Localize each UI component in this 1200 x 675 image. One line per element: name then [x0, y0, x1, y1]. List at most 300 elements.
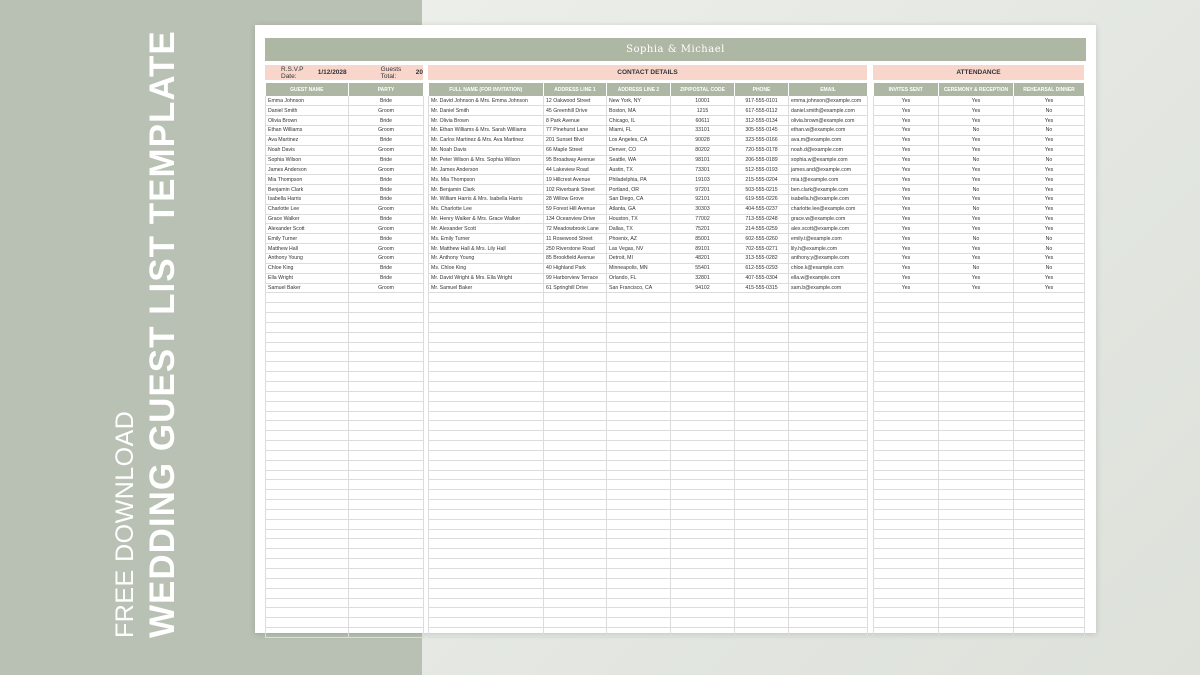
- cell-party[interactable]: Groom: [349, 224, 424, 234]
- cell-ceremony[interactable]: [939, 588, 1014, 598]
- cell-dinner[interactable]: [1014, 578, 1085, 588]
- cell-name[interactable]: [266, 362, 349, 372]
- cell-party[interactable]: Bride: [349, 263, 424, 273]
- cell-sent[interactable]: Yes: [874, 185, 939, 195]
- cell-ceremony[interactable]: Yes: [939, 214, 1014, 224]
- cell-phone[interactable]: 404-555-0237: [735, 204, 789, 214]
- cell-sent[interactable]: [874, 293, 939, 303]
- cell-full[interactable]: Mr. David Wright & Mrs. Ella Wright: [429, 273, 544, 283]
- cell-ceremony[interactable]: [939, 381, 1014, 391]
- cell-dinner[interactable]: [1014, 362, 1085, 372]
- cell-full[interactable]: Mr. Ethan Williams & Mrs. Sarah Williams: [429, 126, 544, 136]
- cell-name[interactable]: Charlotte Lee: [266, 204, 349, 214]
- cell-name[interactable]: Olivia Brown: [266, 116, 349, 126]
- cell-email[interactable]: [789, 342, 868, 352]
- cell-ceremony[interactable]: [939, 529, 1014, 539]
- cell-sent[interactable]: Yes: [874, 204, 939, 214]
- cell-party[interactable]: [349, 411, 424, 421]
- cell-addr2[interactable]: [607, 381, 671, 391]
- cell-ceremony[interactable]: [939, 480, 1014, 490]
- cell-phone[interactable]: [735, 500, 789, 510]
- cell-sent[interactable]: [874, 500, 939, 510]
- cell-zip[interactable]: [671, 293, 735, 303]
- cell-dinner[interactable]: Yes: [1014, 194, 1085, 204]
- cell-sent[interactable]: [874, 559, 939, 569]
- cell-ceremony[interactable]: [939, 598, 1014, 608]
- cell-addr2[interactable]: [607, 411, 671, 421]
- cell-name[interactable]: James Anderson: [266, 165, 349, 175]
- cell-zip[interactable]: 60611: [671, 116, 735, 126]
- cell-party[interactable]: Bride: [349, 273, 424, 283]
- cell-addr1[interactable]: [544, 322, 607, 332]
- cell-ceremony[interactable]: [939, 401, 1014, 411]
- cell-party[interactable]: [349, 372, 424, 382]
- cell-addr1[interactable]: [544, 628, 607, 638]
- cell-party[interactable]: Bride: [349, 214, 424, 224]
- cell-addr2[interactable]: [607, 618, 671, 628]
- cell-zip[interactable]: [671, 372, 735, 382]
- cell-name[interactable]: [266, 332, 349, 342]
- cell-phone[interactable]: [735, 608, 789, 618]
- cell-addr2[interactable]: San Francisco, CA: [607, 283, 671, 293]
- cell-party[interactable]: [349, 421, 424, 431]
- cell-dinner[interactable]: No: [1014, 234, 1085, 244]
- cell-addr2[interactable]: Detroit, MI: [607, 254, 671, 264]
- cell-email[interactable]: ethan.w@example.com: [789, 126, 868, 136]
- cell-dinner[interactable]: [1014, 381, 1085, 391]
- cell-phone[interactable]: 702-555-0271: [735, 244, 789, 254]
- cell-party[interactable]: [349, 519, 424, 529]
- cell-addr1[interactable]: [544, 460, 607, 470]
- cell-zip[interactable]: [671, 519, 735, 529]
- cell-addr1[interactable]: [544, 598, 607, 608]
- cell-party[interactable]: [349, 509, 424, 519]
- cell-sent[interactable]: [874, 539, 939, 549]
- cell-zip[interactable]: [671, 539, 735, 549]
- cell-phone[interactable]: [735, 598, 789, 608]
- cell-zip[interactable]: [671, 509, 735, 519]
- cell-addr2[interactable]: [607, 401, 671, 411]
- cell-full[interactable]: Mr. Noah Davis: [429, 145, 544, 155]
- cell-addr1[interactable]: 77 Pinehurst Lane: [544, 126, 607, 136]
- cell-addr1[interactable]: [544, 509, 607, 519]
- cell-zip[interactable]: 92101: [671, 194, 735, 204]
- cell-email[interactable]: olivia.brown@example.com: [789, 116, 868, 126]
- cell-dinner[interactable]: Yes: [1014, 224, 1085, 234]
- cell-addr2[interactable]: [607, 509, 671, 519]
- cell-email[interactable]: noah.d@example.com: [789, 145, 868, 155]
- cell-email[interactable]: [789, 303, 868, 313]
- cell-addr1[interactable]: 61 Springhill Drive: [544, 283, 607, 293]
- cell-party[interactable]: [349, 431, 424, 441]
- cell-full[interactable]: [429, 490, 544, 500]
- cell-phone[interactable]: [735, 313, 789, 323]
- cell-name[interactable]: [266, 391, 349, 401]
- cell-phone[interactable]: 323-555-0166: [735, 135, 789, 145]
- cell-zip[interactable]: 90028: [671, 135, 735, 145]
- cell-name[interactable]: [266, 470, 349, 480]
- cell-party[interactable]: [349, 470, 424, 480]
- cell-dinner[interactable]: [1014, 322, 1085, 332]
- cell-addr2[interactable]: [607, 598, 671, 608]
- cell-phone[interactable]: 503-555-0215: [735, 185, 789, 195]
- cell-email[interactable]: [789, 352, 868, 362]
- cell-email[interactable]: grace.w@example.com: [789, 214, 868, 224]
- cell-addr2[interactable]: Houston, TX: [607, 214, 671, 224]
- cell-addr2[interactable]: [607, 628, 671, 638]
- cell-full[interactable]: [429, 628, 544, 638]
- cell-zip[interactable]: 55401: [671, 263, 735, 273]
- cell-phone[interactable]: 602-555-0260: [735, 234, 789, 244]
- cell-addr1[interactable]: 85 Brookfield Avenue: [544, 254, 607, 264]
- cell-dinner[interactable]: [1014, 372, 1085, 382]
- cell-full[interactable]: [429, 293, 544, 303]
- cell-party[interactable]: [349, 381, 424, 391]
- cell-full[interactable]: Mr. David Johnson & Mrs. Emma Johnson: [429, 96, 544, 106]
- cell-addr1[interactable]: 99 Harborview Terrace: [544, 273, 607, 283]
- cell-dinner[interactable]: [1014, 342, 1085, 352]
- cell-party[interactable]: Groom: [349, 106, 424, 116]
- cell-full[interactable]: [429, 441, 544, 451]
- cell-zip[interactable]: 19103: [671, 175, 735, 185]
- cell-sent[interactable]: [874, 441, 939, 451]
- cell-phone[interactable]: [735, 578, 789, 588]
- cell-zip[interactable]: [671, 441, 735, 451]
- cell-sent[interactable]: [874, 421, 939, 431]
- cell-name[interactable]: [266, 411, 349, 421]
- cell-full[interactable]: [429, 372, 544, 382]
- cell-party[interactable]: Groom: [349, 254, 424, 264]
- cell-sent[interactable]: Yes: [874, 214, 939, 224]
- cell-name[interactable]: [266, 618, 349, 628]
- cell-email[interactable]: sam.b@example.com: [789, 283, 868, 293]
- cell-full[interactable]: [429, 352, 544, 362]
- cell-party[interactable]: Bride: [349, 234, 424, 244]
- cell-sent[interactable]: Yes: [874, 224, 939, 234]
- cell-name[interactable]: [266, 322, 349, 332]
- cell-email[interactable]: [789, 509, 868, 519]
- cell-name[interactable]: [266, 293, 349, 303]
- cell-full[interactable]: [429, 460, 544, 470]
- cell-dinner[interactable]: [1014, 549, 1085, 559]
- cell-ceremony[interactable]: Yes: [939, 96, 1014, 106]
- cell-ceremony[interactable]: [939, 421, 1014, 431]
- cell-addr1[interactable]: 250 Riverstone Road: [544, 244, 607, 254]
- cell-sent[interactable]: [874, 549, 939, 559]
- cell-dinner[interactable]: [1014, 480, 1085, 490]
- cell-ceremony[interactable]: Yes: [939, 175, 1014, 185]
- cell-addr1[interactable]: [544, 549, 607, 559]
- cell-sent[interactable]: [874, 313, 939, 323]
- cell-email[interactable]: sophia.w@example.com: [789, 155, 868, 165]
- cell-ceremony[interactable]: [939, 608, 1014, 618]
- cell-party[interactable]: Bride: [349, 155, 424, 165]
- cell-addr2[interactable]: [607, 293, 671, 303]
- cell-name[interactable]: Chloe King: [266, 263, 349, 273]
- cell-name[interactable]: [266, 450, 349, 460]
- cell-email[interactable]: [789, 618, 868, 628]
- cell-addr1[interactable]: [544, 608, 607, 618]
- cell-addr2[interactable]: [607, 500, 671, 510]
- cell-phone[interactable]: [735, 569, 789, 579]
- cell-addr2[interactable]: Dallas, TX: [607, 224, 671, 234]
- cell-zip[interactable]: [671, 480, 735, 490]
- cell-party[interactable]: [349, 480, 424, 490]
- cell-name[interactable]: [266, 500, 349, 510]
- cell-party[interactable]: [349, 490, 424, 500]
- cell-sent[interactable]: [874, 362, 939, 372]
- cell-sent[interactable]: Yes: [874, 234, 939, 244]
- cell-zip[interactable]: [671, 618, 735, 628]
- cell-email[interactable]: [789, 559, 868, 569]
- cell-email[interactable]: [789, 598, 868, 608]
- cell-addr2[interactable]: [607, 362, 671, 372]
- cell-full[interactable]: Mr. James Anderson: [429, 165, 544, 175]
- cell-phone[interactable]: 305-555-0145: [735, 126, 789, 136]
- cell-name[interactable]: [266, 372, 349, 382]
- cell-ceremony[interactable]: [939, 391, 1014, 401]
- cell-ceremony[interactable]: [939, 628, 1014, 638]
- cell-email[interactable]: [789, 362, 868, 372]
- cell-phone[interactable]: 407-555-0304: [735, 273, 789, 283]
- cell-ceremony[interactable]: Yes: [939, 244, 1014, 254]
- cell-addr2[interactable]: [607, 569, 671, 579]
- cell-addr1[interactable]: [544, 421, 607, 431]
- cell-phone[interactable]: [735, 431, 789, 441]
- cell-sent[interactable]: Yes: [874, 96, 939, 106]
- cell-dinner[interactable]: [1014, 441, 1085, 451]
- cell-zip[interactable]: [671, 470, 735, 480]
- cell-zip[interactable]: 1215: [671, 106, 735, 116]
- cell-full[interactable]: [429, 500, 544, 510]
- cell-addr2[interactable]: [607, 470, 671, 480]
- cell-name[interactable]: [266, 460, 349, 470]
- cell-name[interactable]: [266, 303, 349, 313]
- cell-addr2[interactable]: Seattle, WA: [607, 155, 671, 165]
- cell-addr2[interactable]: [607, 480, 671, 490]
- cell-name[interactable]: [266, 490, 349, 500]
- cell-email[interactable]: [789, 588, 868, 598]
- cell-dinner[interactable]: [1014, 500, 1085, 510]
- cell-sent[interactable]: [874, 381, 939, 391]
- cell-addr2[interactable]: Philadelphia, PA: [607, 175, 671, 185]
- cell-email[interactable]: james.and@example.com: [789, 165, 868, 175]
- cell-dinner[interactable]: [1014, 460, 1085, 470]
- cell-sent[interactable]: Yes: [874, 135, 939, 145]
- cell-ceremony[interactable]: Yes: [939, 165, 1014, 175]
- cell-name[interactable]: Ella Wright: [266, 273, 349, 283]
- cell-addr2[interactable]: [607, 559, 671, 569]
- cell-zip[interactable]: [671, 332, 735, 342]
- cell-zip[interactable]: [671, 569, 735, 579]
- cell-zip[interactable]: [671, 559, 735, 569]
- cell-party[interactable]: [349, 549, 424, 559]
- cell-full[interactable]: [429, 578, 544, 588]
- cell-email[interactable]: [789, 441, 868, 451]
- cell-addr2[interactable]: [607, 313, 671, 323]
- cell-sent[interactable]: [874, 529, 939, 539]
- cell-name[interactable]: Ethan Williams: [266, 126, 349, 136]
- cell-addr2[interactable]: San Diego, CA: [607, 194, 671, 204]
- cell-addr1[interactable]: 8 Park Avenue: [544, 116, 607, 126]
- cell-full[interactable]: Mr. Anthony Young: [429, 254, 544, 264]
- cell-dinner[interactable]: Yes: [1014, 175, 1085, 185]
- cell-sent[interactable]: [874, 509, 939, 519]
- cell-phone[interactable]: [735, 529, 789, 539]
- cell-zip[interactable]: [671, 322, 735, 332]
- cell-phone[interactable]: [735, 628, 789, 638]
- cell-name[interactable]: Anthony Young: [266, 254, 349, 264]
- cell-phone[interactable]: [735, 441, 789, 451]
- cell-full[interactable]: Mr. Daniel Smith: [429, 106, 544, 116]
- cell-phone[interactable]: 206-555-0189: [735, 155, 789, 165]
- cell-name[interactable]: Emily Turner: [266, 234, 349, 244]
- cell-email[interactable]: [789, 372, 868, 382]
- cell-zip[interactable]: [671, 411, 735, 421]
- cell-email[interactable]: [789, 529, 868, 539]
- cell-ceremony[interactable]: Yes: [939, 283, 1014, 293]
- cell-full[interactable]: Ms. Charlotte Lee: [429, 204, 544, 214]
- cell-zip[interactable]: [671, 549, 735, 559]
- cell-party[interactable]: [349, 578, 424, 588]
- cell-dinner[interactable]: [1014, 559, 1085, 569]
- cell-zip[interactable]: [671, 608, 735, 618]
- cell-addr1[interactable]: [544, 303, 607, 313]
- cell-name[interactable]: [266, 549, 349, 559]
- cell-phone[interactable]: 720-555-0178: [735, 145, 789, 155]
- cell-email[interactable]: [789, 608, 868, 618]
- cell-phone[interactable]: [735, 490, 789, 500]
- cell-addr2[interactable]: Austin, TX: [607, 165, 671, 175]
- cell-phone[interactable]: [735, 460, 789, 470]
- cell-ceremony[interactable]: [939, 470, 1014, 480]
- cell-full[interactable]: [429, 519, 544, 529]
- cell-addr2[interactable]: [607, 372, 671, 382]
- cell-sent[interactable]: Yes: [874, 155, 939, 165]
- cell-addr2[interactable]: [607, 588, 671, 598]
- cell-email[interactable]: [789, 431, 868, 441]
- cell-zip[interactable]: [671, 450, 735, 460]
- cell-addr1[interactable]: [544, 401, 607, 411]
- cell-sent[interactable]: [874, 450, 939, 460]
- cell-party[interactable]: Bride: [349, 96, 424, 106]
- cell-phone[interactable]: [735, 332, 789, 342]
- cell-name[interactable]: Benjamin Clark: [266, 185, 349, 195]
- cell-phone[interactable]: 313-555-0282: [735, 254, 789, 264]
- cell-email[interactable]: [789, 322, 868, 332]
- cell-full[interactable]: [429, 303, 544, 313]
- cell-name[interactable]: Grace Walker: [266, 214, 349, 224]
- cell-zip[interactable]: 97201: [671, 185, 735, 195]
- cell-ceremony[interactable]: Yes: [939, 135, 1014, 145]
- cell-addr1[interactable]: [544, 470, 607, 480]
- cell-sent[interactable]: Yes: [874, 175, 939, 185]
- cell-dinner[interactable]: [1014, 421, 1085, 431]
- cell-dinner[interactable]: [1014, 628, 1085, 638]
- cell-sent[interactable]: [874, 401, 939, 411]
- cell-name[interactable]: [266, 441, 349, 451]
- cell-addr1[interactable]: 19 Hillcrest Avenue: [544, 175, 607, 185]
- cell-phone[interactable]: 512-555-0193: [735, 165, 789, 175]
- cell-addr1[interactable]: [544, 362, 607, 372]
- cell-full[interactable]: [429, 322, 544, 332]
- cell-addr2[interactable]: [607, 352, 671, 362]
- cell-dinner[interactable]: Yes: [1014, 204, 1085, 214]
- cell-name[interactable]: [266, 421, 349, 431]
- cell-party[interactable]: [349, 293, 424, 303]
- cell-full[interactable]: Mr. Alexander Scott: [429, 224, 544, 234]
- cell-email[interactable]: [789, 500, 868, 510]
- cell-email[interactable]: [789, 460, 868, 470]
- cell-zip[interactable]: [671, 431, 735, 441]
- cell-full[interactable]: [429, 362, 544, 372]
- cell-email[interactable]: [789, 391, 868, 401]
- cell-email[interactable]: [789, 549, 868, 559]
- cell-dinner[interactable]: [1014, 519, 1085, 529]
- cell-sent[interactable]: [874, 322, 939, 332]
- cell-party[interactable]: [349, 322, 424, 332]
- cell-dinner[interactable]: Yes: [1014, 254, 1085, 264]
- cell-addr1[interactable]: [544, 519, 607, 529]
- cell-full[interactable]: [429, 470, 544, 480]
- cell-phone[interactable]: [735, 450, 789, 460]
- cell-email[interactable]: ava.m@example.com: [789, 135, 868, 145]
- cell-zip[interactable]: 48201: [671, 254, 735, 264]
- cell-sent[interactable]: [874, 352, 939, 362]
- cell-dinner[interactable]: No: [1014, 155, 1085, 165]
- cell-party[interactable]: [349, 588, 424, 598]
- cell-addr2[interactable]: Los Angeles, CA: [607, 135, 671, 145]
- cell-addr2[interactable]: [607, 460, 671, 470]
- cell-full[interactable]: Mr. Matthew Hall & Mrs. Lily Hall: [429, 244, 544, 254]
- cell-phone[interactable]: [735, 480, 789, 490]
- cell-sent[interactable]: [874, 431, 939, 441]
- cell-zip[interactable]: [671, 362, 735, 372]
- cell-phone[interactable]: [735, 381, 789, 391]
- cell-phone[interactable]: 214-555-0259: [735, 224, 789, 234]
- cell-sent[interactable]: [874, 598, 939, 608]
- cell-ceremony[interactable]: [939, 559, 1014, 569]
- cell-addr1[interactable]: [544, 372, 607, 382]
- cell-phone[interactable]: 917-555-0101: [735, 96, 789, 106]
- cell-party[interactable]: [349, 628, 424, 638]
- cell-addr1[interactable]: [544, 490, 607, 500]
- cell-phone[interactable]: [735, 372, 789, 382]
- cell-name[interactable]: [266, 381, 349, 391]
- cell-dinner[interactable]: Yes: [1014, 96, 1085, 106]
- cell-dinner[interactable]: [1014, 588, 1085, 598]
- cell-addr1[interactable]: [544, 313, 607, 323]
- cell-addr1[interactable]: [544, 431, 607, 441]
- cell-addr1[interactable]: [544, 441, 607, 451]
- cell-sent[interactable]: Yes: [874, 194, 939, 204]
- cell-name[interactable]: [266, 578, 349, 588]
- cell-zip[interactable]: [671, 628, 735, 638]
- cell-email[interactable]: alex.scott@example.com: [789, 224, 868, 234]
- cell-ceremony[interactable]: [939, 509, 1014, 519]
- cell-dinner[interactable]: [1014, 618, 1085, 628]
- cell-email[interactable]: charlotte.lee@example.com: [789, 204, 868, 214]
- cell-email[interactable]: emma.johnson@example.com: [789, 96, 868, 106]
- cell-full[interactable]: Mr. Benjamin Clark: [429, 185, 544, 195]
- cell-addr1[interactable]: 201 Sunset Blvd: [544, 135, 607, 145]
- cell-sent[interactable]: [874, 569, 939, 579]
- cell-name[interactable]: [266, 608, 349, 618]
- cell-email[interactable]: [789, 332, 868, 342]
- cell-addr1[interactable]: [544, 578, 607, 588]
- cell-email[interactable]: [789, 293, 868, 303]
- cell-name[interactable]: [266, 598, 349, 608]
